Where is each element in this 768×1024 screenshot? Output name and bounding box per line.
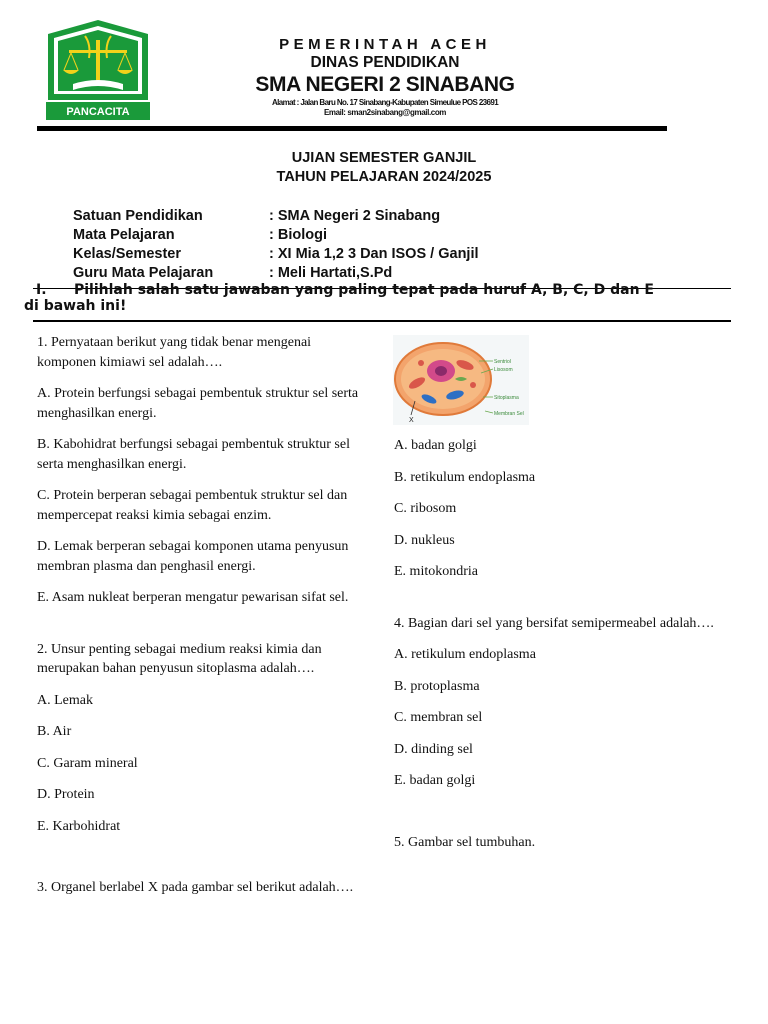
q1-option-d: D. Lemak berperan sebagai komponen utama penyusun membran plasma dan penghasil energi.	[37, 539, 349, 574]
info-value: : Biologi	[269, 227, 327, 243]
school-name: SMA NEGERI 2 SINABANG	[255, 73, 515, 96]
instruction-line-2: di bawah ini!	[24, 298, 127, 314]
q4-option-e: E. badan golgi	[394, 773, 476, 788]
q2-option-b: B. Air	[37, 724, 72, 739]
q4-option-d: D. dinding sel	[394, 741, 473, 757]
animal-cell-image	[393, 335, 529, 425]
question-3: 3. Organel berlabel X pada gambar sel berikut adalah….	[37, 880, 354, 895]
svg-text:Membran Sel: Membran Sel	[494, 411, 524, 417]
q3-option-e: E. mitokondria	[394, 564, 478, 579]
svg-text:Lisosom: Lisosom	[494, 367, 513, 373]
svg-text:X: X	[409, 417, 414, 424]
q2-option-a: A. Lemak	[37, 692, 93, 708]
info-label: Satuan Pendidikan	[73, 208, 203, 224]
exam-year: TAHUN PELAJARAN 2024/2025	[276, 169, 492, 185]
q3-option-b: B. retikulum endoplasma	[394, 469, 536, 485]
info-label: Guru Mata Pelajaran	[73, 265, 214, 281]
info-row-subject	[73, 226, 593, 245]
q1-option-b: B. Kabohidrat berfungsi sebagai pembentuk struktur sel serta menghasilkan energi.	[37, 437, 350, 472]
q3-option-c: C. ribosom	[394, 501, 457, 516]
question-1: 1. Pernyataan berikut yang tidak benar mengenai komponen kimiawi sel adalah….	[37, 335, 312, 370]
q2-option-e: E. Karbohidrat	[37, 818, 121, 834]
info-value: : XI Mia 1,2 3 Dan ISOS / Ganjil	[269, 246, 479, 262]
question-4: 4. Bagian dari sel yang bersifat semipermeabel adalah….	[394, 615, 714, 631]
left-column	[37, 333, 367, 910]
school-address: Alamat : Jalan Baru No. 17 Sinabang-Kabupaten Simeulue POS 23691	[271, 98, 499, 107]
school-email: Email: sman2sinabang@gmail.com	[323, 108, 447, 117]
government-name: PEMERINTAH ACEH	[279, 36, 491, 53]
q1-option-c: C. Protein berperan sebagai pembentuk struktur sel dan mempercepat reaksi kimia sebagai enzim.	[37, 488, 348, 523]
svg-text:Sentriol: Sentriol	[494, 359, 511, 365]
department-name: DINAS PENDIDIKAN	[310, 54, 460, 71]
info-row-teacher	[73, 264, 593, 283]
instruction-line-1: Pilihlah salah satu jawaban yang paling tepat pada huruf A, B, C, D dan E	[74, 282, 654, 298]
letterhead	[0, 0, 768, 140]
pancacita-logo	[45, 18, 151, 122]
q4-option-b: B. protoplasma	[394, 678, 480, 694]
info-label: Mata Pelajaran	[73, 227, 175, 243]
instruction-rule-bottom	[33, 320, 731, 322]
info-row-unit	[73, 207, 593, 226]
q3-option-d: D. nukleus	[394, 532, 455, 548]
info-label: Kelas/Semester	[73, 246, 182, 262]
q2-option-c: C. Garam mineral	[37, 755, 138, 771]
svg-text:Sitoplasma: Sitoplasma	[494, 395, 519, 401]
letterhead-divider	[37, 126, 667, 131]
info-value: : Meli Hartati,S.Pd	[269, 265, 393, 281]
q4-option-a: A. retikulum endoplasma	[394, 647, 536, 662]
exam-title: UJIAN SEMESTER GANJIL	[291, 150, 477, 166]
q2-option-d: D. Protein	[37, 787, 95, 802]
q4-option-c: C. membran sel	[394, 710, 483, 725]
section-number: I.	[36, 282, 47, 298]
info-row-class	[73, 245, 593, 264]
svg-text:PANCACITA: PANCACITA	[66, 106, 130, 118]
question-2: 2. Unsur penting sebagai medium reaksi kimia dan merupakan bahan penyusun sitoplasma adalah….	[37, 641, 322, 676]
right-column	[394, 436, 724, 864]
q1-option-a: A. Protein berfungsi sebagai pembentuk struktur sel serta menghasilkan energi.	[37, 386, 359, 421]
q1-option-e: E. Asam nukleat berperan mengatur pewarisan sifat sel.	[37, 590, 349, 605]
info-value: : SMA Negeri 2 Sinabang	[269, 208, 441, 224]
exam-info	[73, 207, 593, 283]
q3-option-a: A. badan golgi	[394, 438, 477, 453]
question-5: 5. Gambar sel tumbuhan.	[394, 834, 536, 850]
